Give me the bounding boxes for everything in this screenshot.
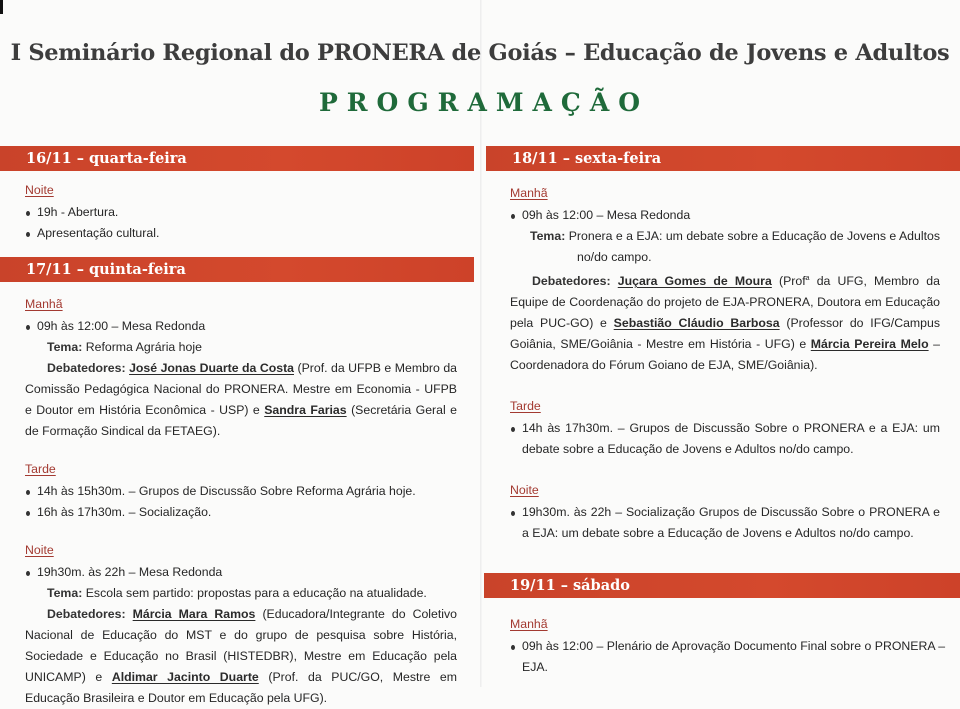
tema-line xyxy=(25,337,457,358)
period-label: Noite xyxy=(25,183,54,197)
tema-line xyxy=(25,583,457,604)
schedule-item: 14h às 15h30m. – Grupos de Discussão Sobre Reforma Agrária hoje. xyxy=(25,481,457,502)
period-label: Manhã xyxy=(25,297,63,311)
schedule-item: 09h às 12:00 – Mesa Redonda xyxy=(510,205,940,226)
schedule-item: 19h30m. às 22h – Mesa Redonda xyxy=(25,562,457,583)
tema-text: Pronera e a EJA: um debate sobre a Educação de Jovens e Adultos no/do campo. xyxy=(568,229,940,264)
document-subtitle: PROGRAMAÇÃO xyxy=(318,88,650,117)
speaker-desc: (Educadora/Integrante do Coletivo Nacional de Educação do MST e do grupo de pesquisa sobre História, Sociedade e Educação no Brasil (HISTEDBR), Mestre em Educação pela UNICAMP) e xyxy=(25,607,458,684)
day-header-18-11: 18/11 – sexta-feira xyxy=(486,146,960,171)
period-label: Manhã xyxy=(510,617,548,631)
debatedores-paragraph xyxy=(25,358,457,442)
speaker-name: Juçara Gomes de Moura xyxy=(617,274,772,289)
speaker-name: Aldimar Jacinto Duarte xyxy=(111,670,259,684)
speaker-desc: (Prof. da PUC/GO, Mestre em Educação Brasileira e Doutor em Educação pela UFG). xyxy=(25,670,458,705)
speaker-name: José Jonas Duarte da Costa xyxy=(129,361,294,375)
debatedores-label: Debatedores: xyxy=(47,607,126,621)
scan-corner-mark xyxy=(0,0,3,14)
tema-text: Escola sem partido: propostas para a educação na atualidade. xyxy=(85,586,427,600)
speaker-name: Márcia Mara Ramos xyxy=(132,607,256,621)
document-title: I Seminário Regional do PRONERA de Goiás – Educação de Jovens e Adultos xyxy=(10,40,950,66)
speaker-desc: (Secretária Geral e de Formação Sindical da FETAEG). xyxy=(25,403,458,438)
schedule-item: Apresentação cultural. xyxy=(25,223,455,244)
schedule-item: 19h - Abertura. xyxy=(25,202,455,223)
speaker-desc: (Prof. da UFPB e Membro da Comissão Pedagógica Nacional do PRONERA. Mestre em Economia - UFPB e Doutor em História Econômica - USP) e xyxy=(25,361,457,417)
debatedores-label: Debatedores: xyxy=(532,274,611,289)
speaker-desc: da UFG, Membro da Equipe de Coordenação do projeto de EJA-PRONERA, Doutora em Educação pela PUC-GO) e xyxy=(510,274,940,331)
schedule-item: 16h às 17h30m. – Socialização. xyxy=(25,502,457,523)
speaker-desc: (Professor do IFG/Campus Goiânia, SME/Goiânia - Mestre em História - UFG) e xyxy=(510,316,940,352)
speaker-name: Sandra Farias xyxy=(264,403,347,417)
day-18-11-content xyxy=(510,183,940,544)
debatedores-label: Debatedores: xyxy=(47,361,126,375)
tema-text: Reforma Agrária hoje xyxy=(85,340,202,354)
debatedores-paragraph xyxy=(510,268,940,376)
schedule-item: 09h às 12:00 – Plenário de Aprovação Documento Final sobre o PRONERA – EJA. xyxy=(510,636,950,678)
speaker-name: Márcia Pereira Melo xyxy=(810,337,929,352)
period-label: Tarde xyxy=(25,462,56,476)
period-label: Tarde xyxy=(510,399,541,414)
period-label: Manhã xyxy=(510,186,548,200)
period-label: Noite xyxy=(25,543,54,557)
speaker-desc-pre: (Prof xyxy=(778,274,806,289)
tema-label: Tema: xyxy=(47,586,83,600)
speaker-name: Sebastião Cláudio Barbosa xyxy=(613,316,780,331)
day-17-11-content xyxy=(25,294,457,709)
day-header-17-11: 17/11 – quinta-feira xyxy=(0,257,474,282)
day-header-16-11: 16/11 – quarta-feira xyxy=(0,146,474,171)
tema-label: Tema: xyxy=(530,229,566,243)
speaker-desc: – Coordenadora do Fórum Goiano de EJA, SME/Goiânia). xyxy=(510,337,941,373)
schedule-item: 19h30m. às 22h – Socialização Grupos de Discussão Sobre o PRONERA e a EJA: um debate sobre a Educação de Jovens e Adultos no/do campo. xyxy=(510,502,940,544)
tema-line xyxy=(510,226,940,268)
debatedores-paragraph xyxy=(25,604,457,709)
schedule-item: 14h às 17h30m. – Grupos de Discussão Sobre o PRONERA e a EJA: um debate sobre a Educação de Jovens e Adultos no/do campo. xyxy=(510,418,940,460)
schedule-item: 09h às 12:00 – Mesa Redonda xyxy=(25,316,457,337)
period-label: Noite xyxy=(510,483,539,498)
day-16-11-content xyxy=(25,180,455,244)
day-19-11-content xyxy=(510,614,950,678)
tema-label: Tema: xyxy=(47,340,83,354)
day-header-19-11: 19/11 – sábado xyxy=(484,573,960,598)
ordinal-superscript: a xyxy=(805,275,810,282)
